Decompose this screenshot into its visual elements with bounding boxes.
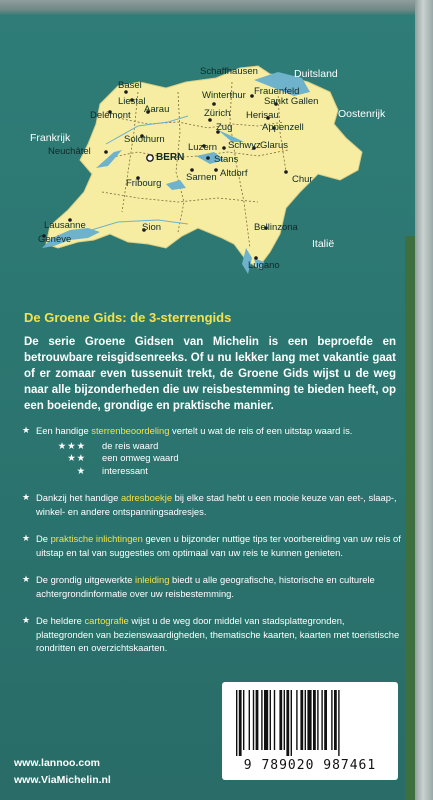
city-delemont: Delémont [90,110,131,121]
rating-row [36,465,402,478]
feature-highlight: cartografie [84,615,129,626]
barcode-bar [331,690,332,750]
barcode-bar [307,690,311,750]
feature-highlight: adresboekje [120,492,173,503]
barcode-bar [313,690,316,750]
feature-text: wijst u de weg door middel van stadsplattegronden, plattegronden van bezienswaardigheden, thematische kaarten, kaarten met toeristische rondritten en overzichtskaarten. [36,615,400,653]
feature-text: geven u bijzonder nuttige tips ter voorbereiding van uw reis of uitstap en tal van suggesties om optimaal van uw reis te kunnen genieten. [36,533,401,558]
feature-highlight: sterrenbeoordeling [91,425,170,436]
star-icon: ★ [22,492,31,502]
section-heading: De Groene Gids: de 3-sterrengids [24,310,232,325]
city-frauenfeld: Frauenfeld [254,86,300,97]
barcode-bar [324,690,327,750]
feature-item-addressbook [22,491,402,518]
city-solothurn: Solothurn [124,134,165,145]
isbn-number: 9 789020 987461 [243,758,377,773]
intro-paragraph: De serie Groene Gidsen van Michelin is een beproefde en betrouwbare reisgidsenreeks. Of u nu lekker lang met vakantie gaat of er zomaar even tussenuit trekt, de Groene Gids wijst u de weg naar alle bijzonderheden die uw reisbestemming te bieden heeft, op een boeiende, grondige en praktische manier. [24,336,396,412]
barcode-bar [274,690,275,750]
feature-list [22,424,402,669]
feature-highlight: praktische inlichtingen [50,533,143,544]
rating-stars: ★★ [67,452,86,463]
feature-highlight: inleiding [135,574,170,585]
feature-text: biedt u alle geografische, historische en culturele achtergrondinformatie over uw reisbestemming. [36,574,375,599]
city-appenzell: Appenzell [262,122,304,133]
barcode-bar [243,690,244,750]
rating-stars: ★ [76,464,86,476]
city-geneve: Genève [38,234,72,245]
country-frankrijk: Frankrijk [30,132,71,144]
barcode-bar [334,690,337,750]
star-icon: ★ [22,425,31,435]
city-zug: Zug [216,122,233,133]
city-glarus: Glarus [260,140,288,151]
link-viamichelin[interactable]: www.ViaMichelin.nl [14,774,111,786]
feature-text: bij elke stad hebt u een mooie keuze van eet-, slaap-, winkel- en andere ontspanningsadresjes. [36,492,397,517]
city-stans: Stans [214,154,239,165]
barcode-bar [296,690,297,750]
city-neuchatel: Neuchâtel [48,146,91,157]
rating-row [36,452,402,465]
city-schaffhausen: Schaffhausen [200,66,258,77]
barcode-bar [286,690,289,756]
feature-text: De grondig uitgewerkte [36,574,136,585]
page-edge [415,0,433,800]
feature-item-ratings [22,424,402,477]
barcode-bar [270,690,271,750]
rating-row [36,440,402,453]
city-altdorf: Altdorf [220,168,248,179]
accent-bar [405,236,415,800]
star-icon: ★ [22,533,31,543]
city-luzern: Luzern [188,142,218,153]
barcode-bar [305,690,306,750]
city-basel: Basel [118,80,142,91]
city-schwyz: Schwyz [228,140,261,151]
city-fribourg: Fribourg [126,178,162,189]
city-sion: Sion [142,222,162,233]
barcode-bar [264,690,268,750]
feature-text: Dankzij het handige [36,492,121,503]
barcode-bar [284,690,285,750]
rating-legend [36,440,402,478]
city-sankt-gallen: Sankt Gallen [264,96,319,107]
feature-text: Een handige [36,425,92,436]
city-aarau: Aarau [144,104,170,115]
barcode-bars [236,690,384,756]
city-zurich: Zürich [204,108,231,119]
city-herisau: Herisau [246,110,279,121]
feature-item-practical-info [22,532,402,559]
bern-marker [147,155,153,161]
barcode-bar [249,690,250,750]
feature-text: vertelt u wat de reis of een uitstap waard is. [169,425,353,436]
country-italie: Italië [312,238,335,250]
feature-item-cartography [22,614,402,655]
barcode-bar [321,690,322,750]
link-lannoo[interactable]: www.lannoo.com [14,757,100,769]
website-links [14,755,111,789]
city-bellinzona: Bellinzona [254,222,298,233]
country-duitsland: Duitsland [294,68,338,80]
barcode-bar [291,690,292,756]
switzerland-map [18,52,413,292]
city-sarnen: Sarnen [186,172,217,183]
star-icon: ★ [22,574,31,584]
isbn-barcode [222,682,398,780]
feature-text: De [36,533,51,544]
rating-text: een omweg waard [102,452,179,463]
feature-text: De heldere [36,615,85,626]
city-lugano: Lugano [248,260,280,271]
city-bern: BERN [156,152,185,163]
barcode-bar [300,690,303,750]
feature-item-introduction [22,573,402,600]
city-liestal: Liestal [118,96,146,107]
barcode-bar [236,690,237,756]
barcode-bar [239,690,242,756]
barcode-bar [279,690,282,750]
rating-text: interessant [102,464,148,476]
barcode-bar [256,690,259,750]
barcode-bar [317,690,318,750]
city-chur: Chur [292,174,313,185]
city-lausanne: Lausanne [44,220,86,231]
cover-top-edge [0,0,415,16]
rating-text: de reis waard [102,439,159,451]
star-icon: ★ [22,615,31,625]
rating-stars: ★★★ [57,439,86,451]
city-winterthur: Winterthur [202,90,246,101]
country-oostenrijk: Oostenrijk [338,108,386,120]
barcode-bar [338,690,339,756]
barcode-bar [253,690,254,750]
barcode-bar [261,690,262,750]
